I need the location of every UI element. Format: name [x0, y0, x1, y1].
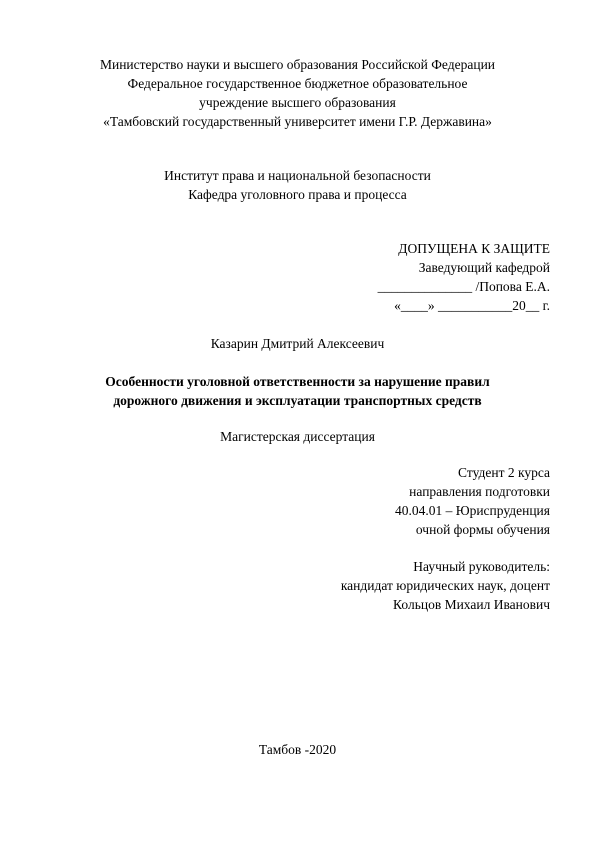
work-type: Магистерская диссертация — [220, 429, 375, 444]
student-direction-label: направления подготовки — [409, 484, 550, 499]
approval-date: «____» ___________20__ г. — [394, 298, 550, 313]
thesis-title-line-1: Особенности уголовной ответственности за нарушение правил — [105, 374, 490, 389]
institution-level-line: учреждение высшего образования — [199, 95, 396, 110]
student-course: Студент 2 курса — [458, 465, 550, 480]
university-name-line: «Тамбовский государственный университет имени Г.Р. Державина» — [103, 114, 492, 129]
supervisor-degree: кандидат юридических наук, доцент — [340, 578, 550, 593]
institution-type-line: Федеральное государственное бюджетное образовательное — [127, 76, 468, 91]
institute-name: Институт права и национальной безопасности — [164, 168, 431, 183]
supervisor-name: Кольцов Михаил Иванович — [393, 597, 550, 612]
student-study-form: очной формы обучения — [415, 522, 550, 537]
student-direction-code: 40.04.01 – Юриспруденция — [394, 503, 550, 518]
approval-signature: ______________ /Попова Е.А. — [377, 279, 550, 294]
author-name: Казарин Дмитрий Алексеевич — [210, 336, 385, 351]
ministry-line: Министерство науки и высшего образования Российской Федерации — [99, 57, 496, 72]
supervisor-label: Научный руководитель: — [413, 559, 550, 574]
city-year: Тамбов -2020 — [258, 742, 337, 757]
approval-title: ДОПУЩЕНА К ЗАЩИТЕ — [398, 241, 550, 256]
department-name: Кафедра уголовного права и процесса — [188, 187, 407, 202]
approval-role: Заведующий кафедрой — [418, 260, 550, 275]
thesis-title-line-2: дорожного движения и эксплуатации транспортных средств — [113, 393, 482, 408]
